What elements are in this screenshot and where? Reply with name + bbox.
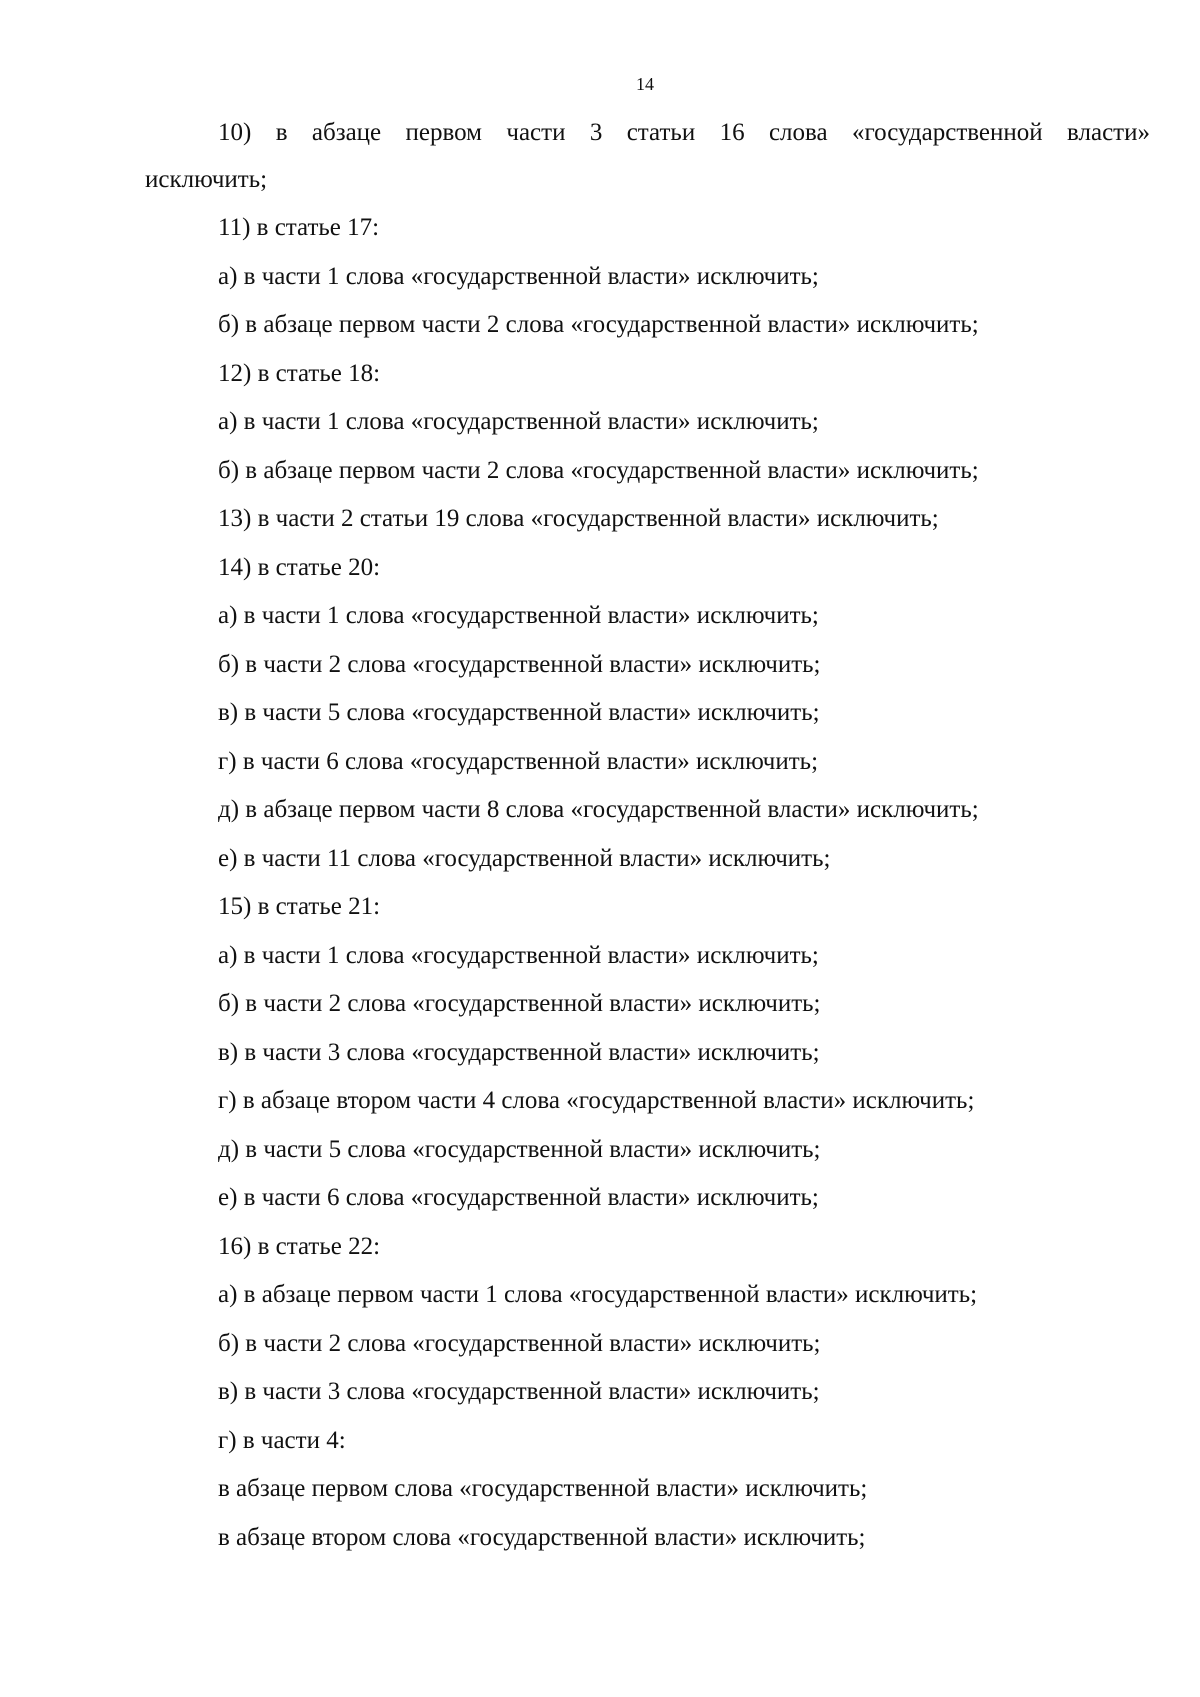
list-item: в) в части 5 слова «государственной власти» исключить;	[218, 699, 820, 726]
list-item: в) в части 3 слова «государственной власти» исключить;	[218, 1378, 820, 1405]
list-item: б) в абзаце первом части 2 слова «государственной власти» исключить;	[218, 456, 979, 484]
list-item: в) в части 3 слова «государственной власти» исключить;	[218, 1038, 820, 1066]
list-item: е) в части 6 слова «государственной власти» исключить;	[218, 1184, 819, 1211]
list-item: 16) в статье 22:	[218, 1232, 381, 1260]
list-item: 11) в статье 17:	[218, 214, 380, 241]
list-item: б) в части 2 слова «государственной власти» исключить;	[218, 1329, 821, 1357]
list-item: б) в части 2 слова «государственной власти» исключить;	[218, 990, 821, 1017]
list-item: а) в абзаце первом части 1 слова «государственной власти» исключить;	[218, 1281, 978, 1308]
paragraph-10-line-2: исключить;	[145, 166, 268, 193]
document-body	[145, 110, 1150, 1562]
list-item: б) в абзаце первом части 2 слова «государственной власти» исключить;	[218, 311, 979, 338]
list-item: 14) в статье 20:	[218, 553, 381, 581]
list-item: а) в части 1 слова «государственной власти» исключить;	[218, 262, 819, 290]
list-item: г) в части 6 слова «государственной власти» исключить;	[218, 747, 819, 775]
list-item: 12) в статье 18:	[218, 359, 381, 387]
list-item: а) в части 1 слова «государственной власти» исключить;	[218, 408, 819, 435]
page-number: 14	[636, 74, 654, 94]
list-item: г) в абзаце втором части 4 слова «государственной власти» исключить;	[218, 1087, 975, 1114]
list-item: в абзаце первом слова «государственной власти» исключить;	[218, 1475, 868, 1502]
list-item: в абзаце втором слова «государственной власти» исключить;	[218, 1523, 866, 1551]
list-item: 13) в части 2 статьи 19 слова «государственной власти» исключить;	[218, 505, 939, 532]
list-item: е) в части 11 слова «государственной власти» исключить;	[218, 844, 831, 872]
list-item: д) в абзаце первом части 8 слова «государственной власти» исключить;	[218, 796, 979, 823]
list-item: 15) в статье 21:	[218, 893, 381, 920]
list-item: б) в части 2 слова «государственной власти» исключить;	[218, 650, 821, 678]
paragraph-10-line-1: 10) в абзаце первом части 3 статьи 16 слова «государственной власти»	[218, 119, 1150, 146]
list-item: а) в части 1 слова «государственной власти» исключить;	[218, 941, 819, 969]
list-item: д) в части 5 слова «государственной власти» исключить;	[218, 1135, 821, 1163]
list-item: г) в части 4:	[218, 1426, 346, 1454]
list-item: а) в части 1 слова «государственной власти» исключить;	[218, 602, 819, 629]
